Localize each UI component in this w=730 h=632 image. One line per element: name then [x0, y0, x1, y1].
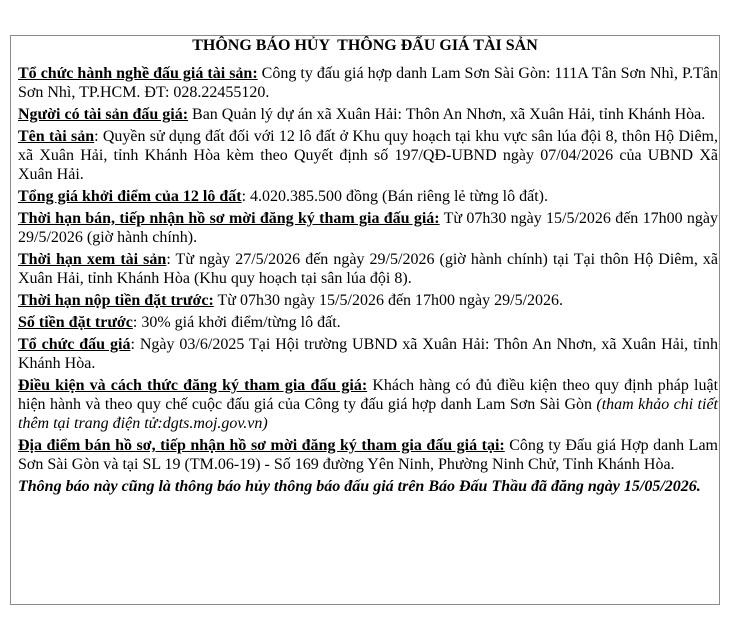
- notice-body: [18, 64, 718, 499]
- section-label: Tổ chức hành nghề đấu giá tài sản:: [18, 65, 258, 82]
- section-italic-note: (tham khảo chi tiết thêm tại trang điện tử:dgts.moj.gov.vn): [18, 396, 718, 432]
- section-text: Công ty đấu giá hợp danh Lam Sơn Sài Gòn: 111A Tân Sơn Nhì, P.Tân Sơn Nhì, TP.HCM. ĐT: 028.22455120.: [18, 65, 718, 101]
- section-registration-period: [18, 209, 718, 247]
- section-deposit-amount: [18, 313, 718, 332]
- section-label: Địa điểm bán hồ sơ, tiếp nhận hồ sơ mời đăng ký tham gia đấu giá tại:: [18, 437, 505, 454]
- section-label: Tên tài sản: [18, 128, 95, 145]
- section-auction-organization: [18, 64, 718, 102]
- section-auction-event: [18, 335, 718, 373]
- section-text: Công ty Đấu giá Hợp danh Lam Sơn Sài Gòn và tại SL 19 (TM.06-19) - Số 169 đường Yên Ninh, Phường Ninh Chử, Tỉnh Khánh Hòa.: [18, 437, 718, 473]
- section-label: Điều kiện và cách thức đăng ký tham gia đấu giá:: [18, 377, 368, 394]
- section-label: Số tiền đặt trước: [18, 314, 133, 331]
- section-label: Tổ chức đấu giá: [18, 336, 131, 353]
- section-label: Tổng giá khởi điểm của 12 lô đất: [18, 188, 242, 205]
- section-deposit-period: [18, 291, 718, 310]
- footer-note: Thông báo này cũng là thông báo hủy thông báo đấu giá trên Báo Đấu Thầu đã đăng ngày 15/05/2026.: [18, 478, 701, 495]
- section-label: Thời hạn xem tài sản: [18, 251, 167, 268]
- section-starting-price: [18, 187, 718, 206]
- notice-title: THÔNG BÁO HỦY THÔNG ĐẤU GIÁ TÀI SẢN: [192, 37, 538, 54]
- section-asset-owner: [18, 105, 718, 124]
- section-text: : Từ ngày 27/5/2026 đến ngày 29/5/2026 (giờ hành chính) tại Tại thôn Hộ Diêm, xã Xuân Hải, tỉnh Khánh Hòa (Khu quy hoạch tại sân lúa đội 8).: [18, 251, 719, 287]
- section-label: Người có tài sản đấu giá:: [18, 106, 189, 123]
- section-text: : Quyền sử dụng đất đối với 12 lô đất ở Khu quy hoạch tại khu vực sân lúa đội 8, thôn Hộ Diêm, xã Xuân Hải, tỉnh Khánh Hòa kèm theo Quyết định số 197/QĐ-UBND ngày 07/04/2026 của UBND Xã Xuân Hải.: [18, 128, 718, 183]
- section-label: Thời hạn bán, tiếp nhận hồ sơ mời đăng ký tham gia đấu giá:: [18, 210, 440, 227]
- section-text: Ban Quản lý dự án xã Xuân Hải: Thôn An Nhơn, xã Xuân Hải, tỉnh Khánh Hòa.: [188, 106, 706, 123]
- section-text: : Ngày 03/6/2025 Tại Hội trường UBND xã Xuân Hải: Thôn An Nhơn, xã Xuân Hải, tỉnh Khánh Hòa.: [18, 336, 718, 372]
- section-label: Thời hạn nộp tiền đặt trước:: [18, 292, 214, 309]
- section-text: Từ 07h30 ngày 15/5/2026 đến 17h00 ngày 29/5/2026.: [213, 292, 564, 309]
- section-asset-name: [18, 127, 718, 184]
- section-text: : 4.020.385.500 đồng (Bán riêng lẻ từng lô đất).: [241, 188, 548, 205]
- section-text: Từ 07h30 ngày 15/5/2026 đến 17h00 ngày 29/5/2026 (giờ hành chính).: [18, 210, 718, 246]
- section-viewing-period: [18, 250, 718, 288]
- section-text: : 30% giá khởi điểm/từng lô đất.: [132, 314, 341, 331]
- section-registration-conditions: [18, 376, 718, 433]
- section-document-location: [18, 436, 718, 474]
- section-text: Khách hàng có đủ điều kiện theo quy định pháp luật hiện hành và theo quy chế cuộc đấu giá của Công ty đấu giá hợp danh Lam Sơn Sài Gòn: [18, 377, 719, 413]
